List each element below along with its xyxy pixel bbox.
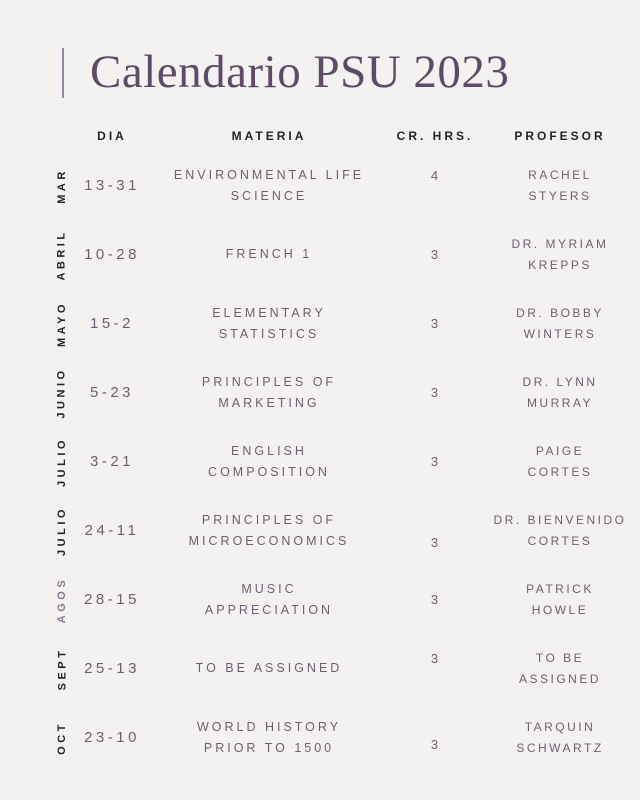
credit-hours-cell: 3 — [430, 247, 440, 262]
materia-cell: PRINCIPLES OF MARKETING — [201, 374, 337, 410]
table-row — [0, 220, 640, 289]
credit-hours-cell: 3 — [430, 535, 440, 550]
table-row — [0, 634, 640, 703]
table-row — [0, 427, 640, 496]
table-row — [0, 565, 640, 634]
table-header — [0, 121, 640, 151]
profesor-cell: PAIGE CORTES — [527, 443, 593, 479]
credit-hours-cell: 3 — [430, 651, 440, 666]
month-label: JULIO — [56, 436, 68, 487]
table-row — [0, 496, 640, 565]
profesor-cell: TO BE ASSIGNED — [518, 650, 601, 686]
column-header-profesor: PROFESOR — [514, 129, 606, 143]
credit-hours-cell: 3 — [430, 737, 440, 752]
dia-cell: 13-31 — [84, 177, 140, 194]
materia-cell: MUSIC APPRECIATION — [204, 581, 334, 617]
dia-cell: 23-10 — [84, 729, 140, 746]
month-label: JULIO — [56, 505, 68, 556]
profesor-cell: DR. MYRIAM KREPPS — [511, 236, 609, 272]
materia-cell: ELEMENTARY STATISTICS — [212, 305, 326, 341]
month-label: JUNIO — [56, 366, 68, 419]
table-row — [0, 289, 640, 358]
title-block — [62, 44, 509, 100]
dia-cell: 10-28 — [84, 246, 140, 263]
profesor-cell: DR. LYNN MURRAY — [522, 374, 598, 410]
table-row — [0, 703, 640, 772]
profesor-cell: TARQUIN SCHWARTZ — [516, 719, 604, 755]
table-row — [0, 358, 640, 427]
month-label: MAYO — [56, 300, 68, 347]
table-body — [0, 151, 640, 772]
credit-hours-cell: 3 — [430, 592, 440, 607]
month-label: OCT — [56, 720, 69, 755]
materia-cell: FRENCH 1 — [225, 247, 313, 261]
dia-cell: 25-13 — [84, 660, 140, 677]
column-header-materia: MATERIA — [231, 129, 307, 143]
dia-cell: 15-2 — [89, 315, 135, 332]
credit-hours-cell: 4 — [430, 168, 440, 183]
dia-cell: 24-11 — [84, 522, 140, 539]
profesor-cell: DR. BIENVENIDO CORTES — [493, 512, 627, 548]
column-header-dia: DIA — [97, 129, 127, 143]
column-header-cr-hrs: CR. HRS. — [396, 129, 474, 143]
materia-cell: ENGLISH COMPOSITION — [208, 443, 330, 479]
month-label: SEPT — [56, 647, 69, 690]
profesor-cell: RACHEL STYERS — [528, 167, 592, 203]
materia-cell: ENVIRONMENTAL LIFE SCIENCE — [173, 167, 365, 203]
materia-cell: PRINCIPLES OF MICROECONOMICS — [188, 512, 350, 548]
credit-hours-cell: 3 — [430, 385, 440, 400]
profesor-cell: DR. BOBBY WINTERS — [516, 305, 604, 341]
dia-cell: 28-15 — [84, 591, 140, 608]
title-accent-bar — [62, 48, 64, 98]
materia-cell: WORLD HISTORY PRIOR TO 1500 — [196, 719, 342, 755]
dia-cell: 3-21 — [89, 453, 135, 470]
dia-cell: 5-23 — [89, 384, 135, 401]
month-label: MAR — [56, 167, 68, 204]
page-title: Calendario PSU 2023 — [90, 46, 510, 98]
month-label: ABRIL — [56, 228, 69, 281]
profesor-cell: PATRICK HOWLE — [526, 581, 594, 617]
table-row — [0, 151, 640, 220]
credit-hours-cell: 3 — [430, 316, 440, 331]
credit-hours-cell: 3 — [430, 454, 440, 469]
month-label: AGOS — [56, 576, 68, 623]
materia-cell: TO BE ASSIGNED — [195, 661, 343, 675]
